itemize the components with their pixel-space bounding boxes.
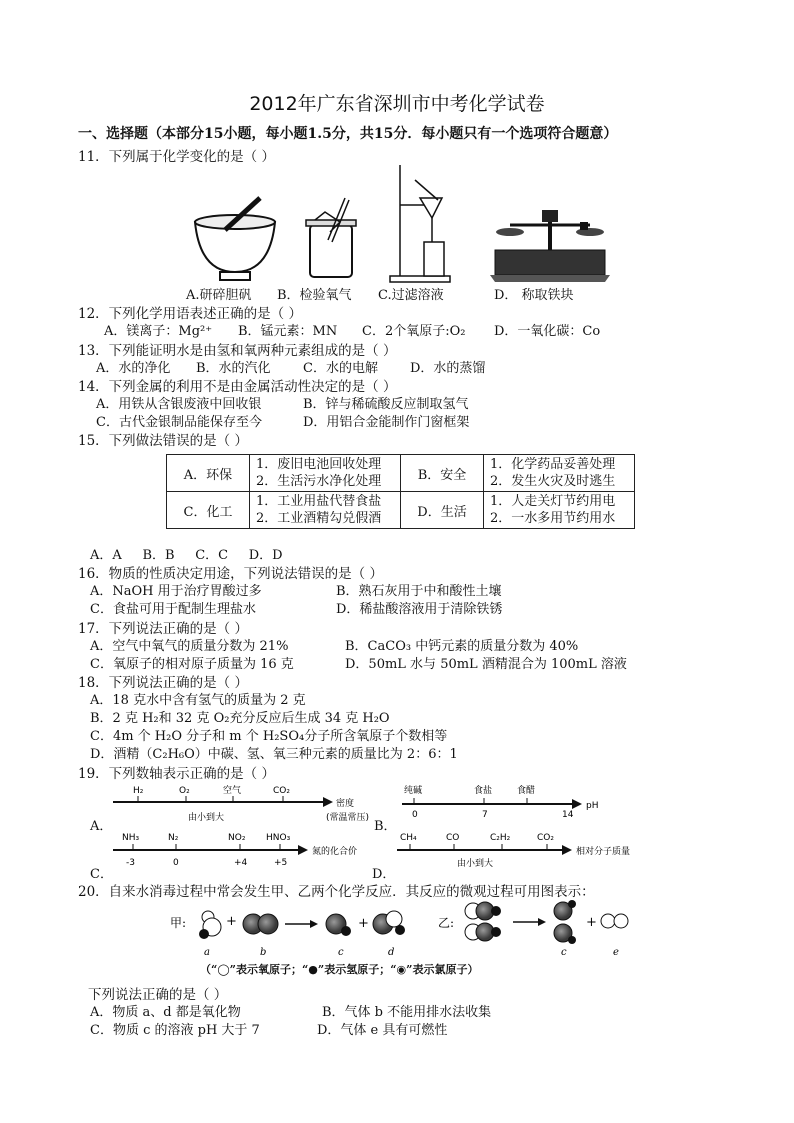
q20-option-c: C．物质 c 的溶液 pH 大于 7 bbox=[90, 1023, 260, 1038]
q20-molecule-diagram bbox=[168, 897, 638, 959]
q17-option-c: C．氧原子的相对原子质量为 16 克 bbox=[90, 657, 294, 672]
axis-b-tick-salt: 食盐 bbox=[474, 786, 493, 796]
q13-option-c: C．水的电解 bbox=[303, 361, 378, 376]
question-15-stem: 15．下列做法错误的是（ ） bbox=[78, 433, 248, 449]
q18-option-d: D．酒精（C₂H₆O）中碳、氢、氧三种元素的质量比为 2：6：1 bbox=[90, 747, 458, 762]
question-19-stem: 19．下列数轴表示正确的是（ ） bbox=[78, 766, 275, 782]
q19-label-c: C． bbox=[90, 867, 113, 882]
table-cell: D．生活 bbox=[401, 492, 484, 529]
q20-option-b: B．气体 b 不能用排水法收集 bbox=[322, 1005, 492, 1020]
svg-text:+: + bbox=[226, 914, 237, 929]
axis-b-num-14: 14 bbox=[562, 810, 574, 820]
molecule-a bbox=[199, 911, 221, 939]
question-16-stem: 16．物质的性质决定用途，下列说法错误的是（ ） bbox=[78, 566, 383, 582]
table-row bbox=[167, 455, 635, 492]
axis-c bbox=[108, 828, 370, 876]
axis-b-num-7: 7 bbox=[482, 810, 488, 820]
axis-c-num-3: +4 bbox=[234, 858, 248, 868]
axis-a bbox=[108, 782, 370, 830]
q19-label-b: B． bbox=[374, 819, 397, 834]
letter-e: e bbox=[613, 947, 619, 958]
axis-b-num-0: 0 bbox=[412, 810, 418, 820]
axis-d-end: 相对分子质量 bbox=[576, 847, 631, 857]
letter-c2: c bbox=[561, 947, 567, 958]
molecule-b bbox=[243, 914, 278, 934]
table-cell: 1．人走关灯节约用电 2．一水多用节约用水 bbox=[484, 492, 635, 529]
axis-a-tick-o2: O₂ bbox=[179, 786, 190, 796]
q17-option-d: D．50mL 水与 50mL 酒精混合为 100mL 溶液 bbox=[345, 657, 627, 672]
q16-option-c: C．食盐可用于配制生理盐水 bbox=[90, 602, 256, 617]
table-cell: C．化工 bbox=[167, 492, 250, 529]
axis-b-end: pH bbox=[586, 801, 599, 811]
letter-b: b bbox=[260, 947, 267, 958]
q11-caption-a: A.研碎胆矾 bbox=[186, 288, 252, 303]
q11-caption-d: D． 称取铁块 bbox=[494, 288, 574, 303]
q14-option-a: A．用铁从含银废液中回收银 bbox=[96, 397, 262, 412]
svg-text:+: + bbox=[358, 916, 369, 931]
q13-option-b: B．水的汽化 bbox=[196, 361, 271, 376]
table-cell: 1．工业用盐代替食盐 2．工业酒精勾兑假酒 bbox=[250, 492, 401, 529]
q20-sub-stem: 下列说法正确的是（ ） bbox=[88, 987, 228, 1003]
axis-a-tick-air: 空气 bbox=[223, 786, 242, 796]
axis-a-end: 密度 bbox=[336, 799, 355, 809]
q16-option-d: D．稀盐酸溶液用于清除铁锈 bbox=[336, 602, 503, 617]
axis-d bbox=[392, 828, 664, 876]
axis-d-tick-co: CO bbox=[446, 833, 460, 843]
page-title: 2012年广东省深圳市中考化学试卷 bbox=[249, 93, 545, 115]
axis-a-end2: (常温常压) bbox=[326, 813, 370, 823]
q20-legend: （“◯”表示氧原子；“●”表示氢原子；“◉”表示氯原子） bbox=[200, 963, 479, 976]
q11-images bbox=[180, 160, 620, 285]
question-17-stem: 17．下列说法正确的是（ ） bbox=[78, 621, 248, 637]
table-cell: 1．化学药品妥善处理 2．发生火灾及时逃生 bbox=[484, 455, 635, 492]
balance-scale-icon bbox=[490, 210, 610, 282]
axis-d-tick-c2h2: C₂H₂ bbox=[490, 833, 511, 843]
table-cell: B．安全 bbox=[401, 455, 484, 492]
molecule-c-pair bbox=[554, 900, 576, 944]
question-13-stem: 13．下列能证明水是由氢和氧两种元素组成的是（ ） bbox=[78, 343, 397, 359]
axis-c-num-4: +5 bbox=[274, 858, 288, 868]
axis-c-tick-nh3: NH₃ bbox=[122, 833, 140, 843]
question-14-stem: 14．下列金属的利用不是由金属活动性决定的是（ ） bbox=[78, 379, 397, 395]
q19-label-d: D． bbox=[372, 867, 396, 882]
question-11-stem: 11．下列属于化学变化的是（ ） bbox=[78, 149, 275, 165]
axis-a-tick-co2: CO₂ bbox=[273, 786, 290, 796]
q17-option-b: B．CaCO₃ 中钙元素的质量分数为 40% bbox=[345, 639, 579, 654]
q17-option-a: A．空气中氧气的质量分数为 21% bbox=[90, 639, 289, 654]
mortar-icon bbox=[195, 198, 275, 280]
question-12-stem: 12．下列化学用语表述正确的是（ ） bbox=[78, 306, 302, 322]
letter-c: c bbox=[338, 947, 344, 958]
axis-d-caption: 由小到大 bbox=[457, 859, 494, 869]
axis-b-tick-vinegar: 食醋 bbox=[517, 786, 536, 796]
axis-a-tick-h2: H₂ bbox=[133, 786, 144, 796]
q20-option-a: A．物质 a、d 都是氧化物 bbox=[90, 1005, 241, 1020]
q18-option-a: A．18 克水中含有氢气的质量为 2 克 bbox=[90, 693, 306, 708]
section-heading: 一、选择题（本部分15小题，每小题1.5分，共15分．每小题只有一个选项符合题意） bbox=[78, 126, 618, 142]
q12-option-d: D．一氧化碳：Co bbox=[494, 324, 601, 339]
axis-d-tick-ch4: CH₄ bbox=[400, 833, 417, 843]
jia-label: 甲: bbox=[170, 916, 187, 930]
q13-option-a: A．水的净化 bbox=[96, 361, 171, 376]
axis-b-tick-soda: 纯碱 bbox=[404, 786, 423, 796]
q16-option-b: B．熟石灰用于中和酸性土壤 bbox=[336, 584, 502, 599]
q14-option-c: C．古代金银制品能保存至今 bbox=[96, 415, 262, 430]
q11-caption-b: B．检验氧气 bbox=[277, 288, 352, 303]
q15-answers: A．A B．B C．C D．D bbox=[90, 548, 283, 563]
molecule-e bbox=[601, 914, 628, 928]
axis-c-end: 氮的化合价 bbox=[312, 847, 358, 857]
molecule-c bbox=[326, 914, 351, 936]
q19-label-a: A． bbox=[90, 819, 113, 834]
axis-b bbox=[392, 782, 607, 822]
q18-option-b: B．2 克 H₂和 32 克 O₂充分反应后生成 34 克 H₂O bbox=[90, 711, 390, 726]
q16-option-a: A．NaOH 用于治疗胃酸过多 bbox=[90, 584, 262, 599]
q12-option-c: C．2个氧原子:O₂ bbox=[362, 324, 466, 339]
axis-d-tick-co2: CO₂ bbox=[537, 833, 554, 843]
q15-table bbox=[166, 454, 635, 529]
question-18-stem: 18．下列说法正确的是（ ） bbox=[78, 675, 248, 691]
letter-a: a bbox=[204, 947, 210, 958]
molecule-d-pair bbox=[465, 902, 501, 941]
q12-option-a: A．镁离子：Mg²⁺ bbox=[104, 324, 213, 339]
q14-option-b: B．锌与稀硫酸反应制取氢气 bbox=[303, 397, 469, 412]
table-cell: 1．废旧电池回收处理 2．生活污水净化处理 bbox=[250, 455, 401, 492]
table-row bbox=[167, 492, 635, 529]
axis-c-num-1: -3 bbox=[126, 858, 135, 868]
q14-option-d: D．用铝合金能制作门窗框架 bbox=[303, 415, 470, 430]
yi-label: 乙: bbox=[438, 916, 455, 930]
gas-jar-icon bbox=[306, 198, 356, 277]
axis-c-tick-n2: N₂ bbox=[168, 833, 179, 843]
q11-caption-c: C.过滤溶液 bbox=[378, 288, 444, 303]
q12-option-b: B．锰元素：MN bbox=[238, 324, 338, 339]
axis-a-caption: 由小到大 bbox=[188, 813, 225, 823]
table-cell: A．环保 bbox=[167, 455, 250, 492]
filtration-stand-icon bbox=[390, 165, 450, 282]
axis-c-tick-hno3: HNO₃ bbox=[266, 833, 291, 843]
svg-text:+: + bbox=[586, 915, 597, 930]
q13-option-d: D．水的蒸馏 bbox=[410, 361, 486, 376]
letter-d: d bbox=[388, 947, 395, 958]
q18-option-c: C．4m 个 H₂O 分子和 m 个 H₂SO₄分子所含氧原子个数相等 bbox=[90, 729, 448, 744]
question-20-stem: 20．自来水消毒过程中常会发生甲、乙两个化学反应．其反应的微观过程可用图表示： bbox=[78, 884, 595, 900]
axis-c-tick-no2: NO₂ bbox=[228, 833, 246, 843]
axis-c-num-2: 0 bbox=[173, 858, 179, 868]
q20-option-d: D．气体 e 具有可燃性 bbox=[317, 1023, 448, 1038]
molecule-d bbox=[373, 911, 405, 935]
